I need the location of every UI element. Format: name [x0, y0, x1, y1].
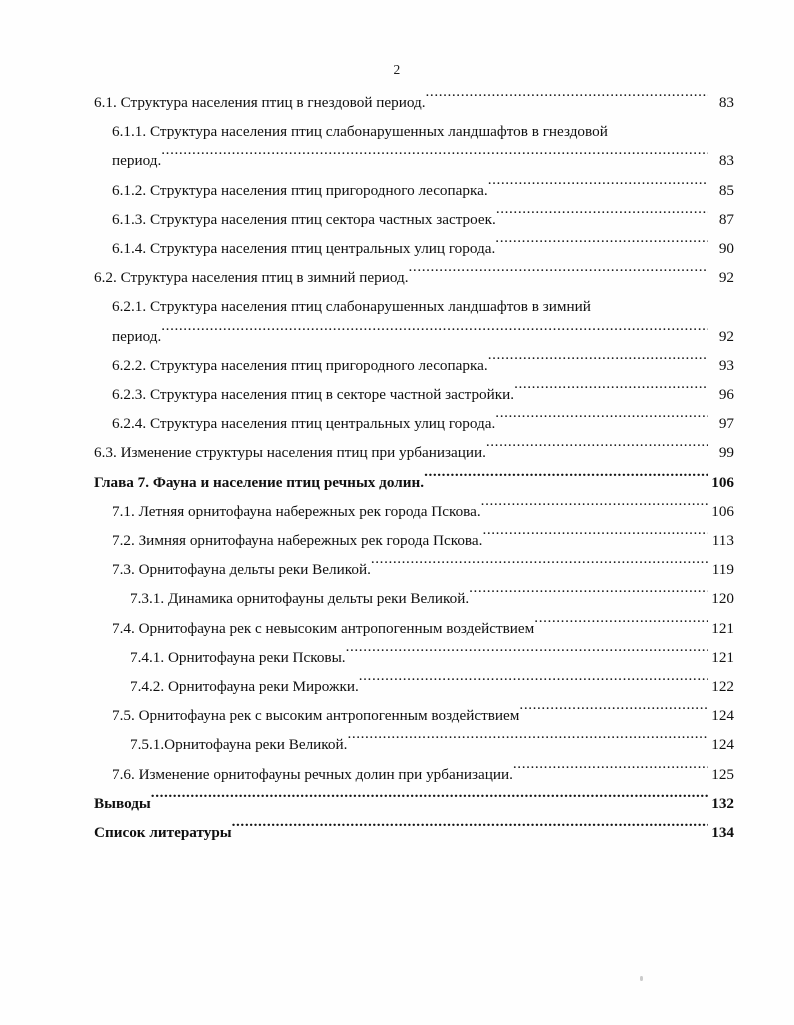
- toc-entry-title: 7.1. Летняя орнитофауна набережных рек города Пскова.: [112, 502, 481, 520]
- toc-entry-page-number: 121: [711, 619, 734, 637]
- toc-entry[interactable]: [112, 701, 734, 730]
- dot-leader: [151, 793, 708, 808]
- toc-entry-title: Глава 7. Фауна и население птиц речных долин.: [94, 473, 425, 491]
- dot-leader: [424, 471, 708, 486]
- toc-entry-page-number: 93: [718, 356, 734, 374]
- toc-entry-title: 6.2.2. Структура населения птиц пригородного лесопарка.: [112, 356, 488, 374]
- dot-leader: [514, 384, 708, 399]
- toc-entry-title: 6.1.4. Структура населения птиц центральных улиц города.: [112, 240, 496, 258]
- toc-entry-page-number: 124: [711, 736, 734, 754]
- toc-entry-page-number: 83: [718, 152, 734, 170]
- toc-entry[interactable]: [130, 584, 734, 613]
- toc-entry-page-number: 99: [718, 444, 734, 462]
- toc-entry[interactable]: [130, 730, 734, 759]
- toc-entry-title: 6.1.3. Структура населения птиц сектора частных застроек.: [112, 210, 496, 228]
- toc-entry-title: 6.1.1. Структура населения птиц слабонарушенных ландшафтов в гнездовой: [112, 123, 608, 141]
- toc-entry-title: 6.2. Структура населения птиц в зимний период.: [94, 269, 409, 287]
- dot-leader: [495, 413, 708, 428]
- dot-leader: [469, 588, 708, 603]
- toc-entry-title: период.: [112, 152, 162, 170]
- toc-entry-title: 6.1. Структура населения птиц в гнездовой период.: [94, 94, 426, 111]
- toc-entry[interactable]: [94, 438, 734, 467]
- dot-leader: [519, 705, 708, 720]
- toc-entry-title: 7.6. Изменение орнитофауны речных долин при урбанизации.: [112, 765, 513, 783]
- toc-entry[interactable]: [112, 117, 734, 146]
- toc-entry[interactable]: [112, 146, 734, 175]
- toc-entry[interactable]: [112, 322, 734, 351]
- toc-entry-page-number: 132: [711, 794, 734, 812]
- scan-artifact: [640, 976, 643, 981]
- toc-entry[interactable]: [130, 672, 734, 701]
- toc-entry[interactable]: [112, 614, 734, 643]
- toc-entry-page-number: 90: [718, 240, 734, 258]
- toc-entry-title: 7.5.1.Орнитофауна реки Великой.: [130, 736, 348, 754]
- dot-leader: [488, 179, 708, 194]
- toc-entry-title: 7.2. Зимняя орнитофауна набережных рек города Пскова.: [112, 532, 483, 550]
- dot-leader: [161, 150, 708, 165]
- dot-leader: [534, 617, 708, 632]
- toc-entry-title: 7.4. Орнитофауна рек с невысоким антропогенным воздействием: [112, 619, 535, 637]
- toc-entry[interactable]: [94, 789, 734, 818]
- toc-entry-title: 7.3. Орнитофауна дельты реки Великой.: [112, 561, 371, 579]
- toc-entry[interactable]: [112, 292, 734, 321]
- toc-entry-title: Выводы: [94, 794, 151, 812]
- toc-entry[interactable]: [112, 760, 734, 789]
- toc-entry[interactable]: [94, 468, 734, 497]
- toc-entry-title: 7.3.1. Динамика орнитофауны дельты реки Великой.: [130, 590, 470, 608]
- toc-entry[interactable]: [112, 205, 734, 234]
- dot-leader: [482, 530, 708, 545]
- dot-leader: [495, 238, 708, 253]
- toc-entry-page-number: 113: [711, 532, 734, 550]
- toc-entry-title: 6.3. Изменение структуры населения птиц при урбанизации.: [94, 444, 486, 462]
- dot-leader: [488, 355, 708, 370]
- toc-entry-title: 6.2.1. Структура населения птиц слабонарушенных ландшафтов в зимний: [112, 298, 591, 316]
- toc-entry-title: 7.5. Орнитофауна рек с высоким антропогенным воздействием: [112, 707, 520, 725]
- toc-entry[interactable]: [112, 351, 734, 380]
- dot-leader: [359, 676, 708, 691]
- toc-entry[interactable]: [112, 526, 734, 555]
- toc-entry-title: 6.1.2. Структура населения птиц пригородного лесопарка.: [112, 181, 488, 199]
- dot-leader: [371, 559, 708, 574]
- toc-entry-page-number: 83: [718, 94, 734, 111]
- table-of-contents: [94, 88, 734, 847]
- toc-entry-page-number: 92: [718, 327, 734, 345]
- dot-leader: [513, 763, 708, 778]
- dot-leader: [346, 647, 708, 662]
- toc-entry-page-number: 124: [711, 707, 734, 725]
- toc-entry-page-number: 119: [711, 561, 734, 579]
- toc-entry-page-number: 106: [711, 502, 734, 520]
- toc-entry[interactable]: [112, 555, 734, 584]
- toc-entry-page-number: 125: [711, 765, 734, 783]
- toc-entry-page-number: 121: [711, 648, 734, 666]
- dot-leader: [161, 325, 708, 340]
- toc-entry-page-number: 122: [711, 678, 734, 696]
- toc-entry-page-number: 85: [718, 181, 734, 199]
- toc-entry-page-number: 120: [711, 590, 734, 608]
- toc-entry[interactable]: [112, 176, 734, 205]
- toc-entry[interactable]: [112, 497, 734, 526]
- toc-entry-page-number: 87: [718, 210, 734, 228]
- toc-entry[interactable]: [94, 818, 734, 847]
- toc-entry[interactable]: [112, 234, 734, 263]
- dot-leader: [481, 501, 708, 516]
- dot-leader: [409, 267, 708, 282]
- toc-entry-page-number: 97: [718, 415, 734, 433]
- toc-entry[interactable]: [112, 380, 734, 409]
- toc-entry[interactable]: [94, 88, 734, 117]
- toc-entry-page-number: 106: [711, 473, 734, 491]
- toc-entry-title: 6.2.4. Структура населения птиц центральных улиц города.: [112, 415, 496, 433]
- dot-leader: [347, 734, 708, 749]
- toc-entry-page-number: 92: [718, 269, 734, 287]
- toc-entry[interactable]: [94, 263, 734, 292]
- toc-entry-title: 6.2.3. Структура населения птиц в секторе частной застройки.: [112, 386, 515, 404]
- toc-entry-title: 7.4.1. Орнитофауна реки Псковы.: [130, 648, 346, 666]
- toc-entry-page-number: 134: [711, 824, 734, 842]
- toc-entry-title: Список литературы: [94, 824, 232, 842]
- dot-leader: [232, 822, 708, 837]
- toc-entry-title: 7.4.2. Орнитофауна реки Мирожки.: [130, 678, 359, 696]
- toc-entry[interactable]: [130, 643, 734, 672]
- toc-entry-page-number: 96: [718, 386, 734, 404]
- toc-entry[interactable]: [112, 409, 734, 438]
- dot-leader: [486, 442, 708, 457]
- page-number-header: 2: [393, 62, 401, 77]
- toc-entry-title: период.: [112, 327, 162, 345]
- dot-leader: [426, 92, 708, 107]
- dot-leader: [496, 209, 708, 224]
